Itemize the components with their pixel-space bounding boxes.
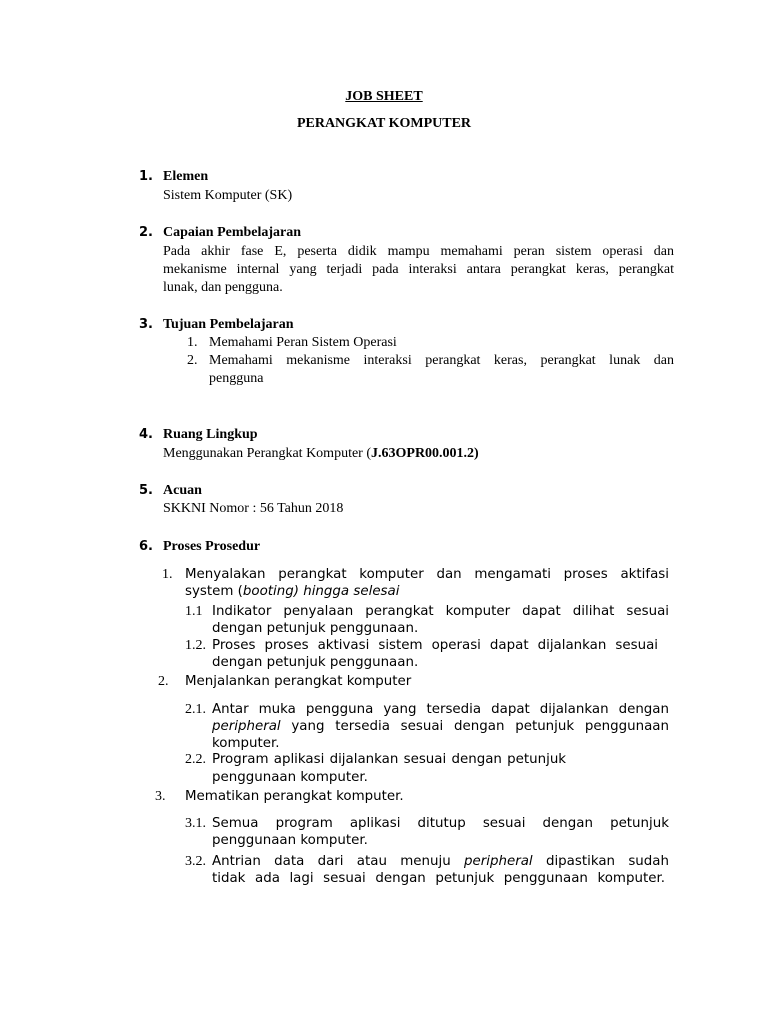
- section-number: 3.: [139, 317, 153, 332]
- section-heading-ruang-lingkup: Ruang Lingkup: [163, 427, 258, 442]
- list-item: Memahami mekanisme interaksi perangkat keras, perangkat lunak dan: [209, 353, 674, 368]
- section-number: 6.: [139, 539, 153, 554]
- list-item: Memahami Peran Sistem Operasi: [209, 335, 397, 350]
- substep-text: [212, 853, 669, 870]
- substep-text: dengan petunjuk penggunaan.: [212, 655, 419, 670]
- section-text-elemen: Sistem Komputer (SK): [163, 188, 293, 203]
- section-heading-tujuan: Tujuan Pembelajaran: [163, 317, 294, 332]
- capaian-line: mekanisme internal yang terjadi pada interaksi antara perangkat keras, perangkat: [163, 262, 674, 277]
- page-subtitle: PERANGKAT KOMPUTER: [296, 116, 472, 131]
- step-text-part: system (: [185, 584, 243, 599]
- step-number: 1.: [162, 567, 173, 582]
- substep-text: [212, 718, 669, 735]
- step-number: 2.: [158, 674, 169, 689]
- section-heading-capaian: Capaian Pembelajaran: [163, 225, 302, 240]
- substep-text: Semua program aplikasi ditutup sesuai dengan petunjuk: [212, 816, 669, 831]
- substep-number: 3.1.: [185, 816, 206, 831]
- section-heading-acuan: Acuan: [163, 483, 202, 498]
- substep-number: 1.1: [185, 604, 203, 619]
- substep-text-part: dipastikan sudah: [532, 854, 669, 869]
- list-number: 1.: [187, 335, 198, 350]
- substep-number: 2.1.: [185, 702, 206, 717]
- section-text-ruang-lingkup: [163, 445, 479, 462]
- section-number: 4.: [139, 427, 153, 442]
- substep-number: 3.2.: [185, 854, 206, 869]
- section-number: 5.: [139, 483, 153, 498]
- substep-text: Proses proses aktivasi sistem operasi dapat dijalankan sesuai: [212, 638, 658, 653]
- section-text-acuan: SKKNI Nomor : 56 Tahun 2018: [163, 501, 344, 516]
- substep-text: Program aplikasi dijalankan sesuai dengan petunjuk: [212, 752, 567, 767]
- substep-number: 2.2.: [185, 752, 206, 767]
- substep-text: Indikator penyalaan perangkat komputer dapat dilihat sesuai: [212, 604, 669, 619]
- substep-text-italic: peripheral: [464, 854, 533, 869]
- substep-text: Antar muka pengguna yang tersedia dapat dijalankan dengan: [212, 702, 669, 717]
- substep-text-part: yang tersedia sesuai dengan petunjuk penggunaan: [280, 719, 669, 734]
- unit-code: J.63OPR00.001.2): [371, 446, 479, 461]
- substep-text: dengan petunjuk penggunaan.: [212, 621, 419, 636]
- ruang-lingkup-text: Menggunakan Perangkat Komputer (: [163, 446, 371, 461]
- capaian-line: lunak, dan pengguna.: [163, 280, 283, 295]
- substep-text-part: Antrian data dari atau menuju: [212, 854, 465, 869]
- substep-text: komputer.: [212, 736, 280, 751]
- substep-text: penggunaan komputer.: [212, 833, 368, 848]
- section-heading-elemen: Elemen: [163, 169, 209, 184]
- section-number: 1.: [139, 169, 153, 184]
- section-heading-proses: Proses Prosedur: [163, 539, 261, 554]
- step-text: Menjalankan perangkat komputer: [185, 674, 412, 689]
- step-text: Mematikan perangkat komputer.: [185, 789, 404, 804]
- capaian-line: Pada akhir fase E, peserta didik mampu memahami peran sistem operasi dan: [163, 244, 674, 259]
- page-title: JOB SHEET: [345, 89, 423, 104]
- substep-text: penggunaan komputer.: [212, 770, 368, 785]
- list-number: 2.: [187, 353, 198, 368]
- list-item-continued: pengguna: [209, 371, 264, 386]
- substep-text-italic: peripheral: [212, 719, 281, 734]
- substep-text: tidak ada lagi sesuai dengan petunjuk penggunaan komputer.: [212, 871, 665, 886]
- step-text: [185, 583, 399, 600]
- step-number: 3.: [155, 789, 166, 804]
- section-number: 2.: [139, 225, 153, 240]
- step-text: Menyalakan perangkat komputer dan mengamati proses aktifasi: [185, 567, 669, 582]
- substep-number: 1.2.: [185, 638, 206, 653]
- step-text-italic: booting) hingga selesai: [242, 584, 400, 599]
